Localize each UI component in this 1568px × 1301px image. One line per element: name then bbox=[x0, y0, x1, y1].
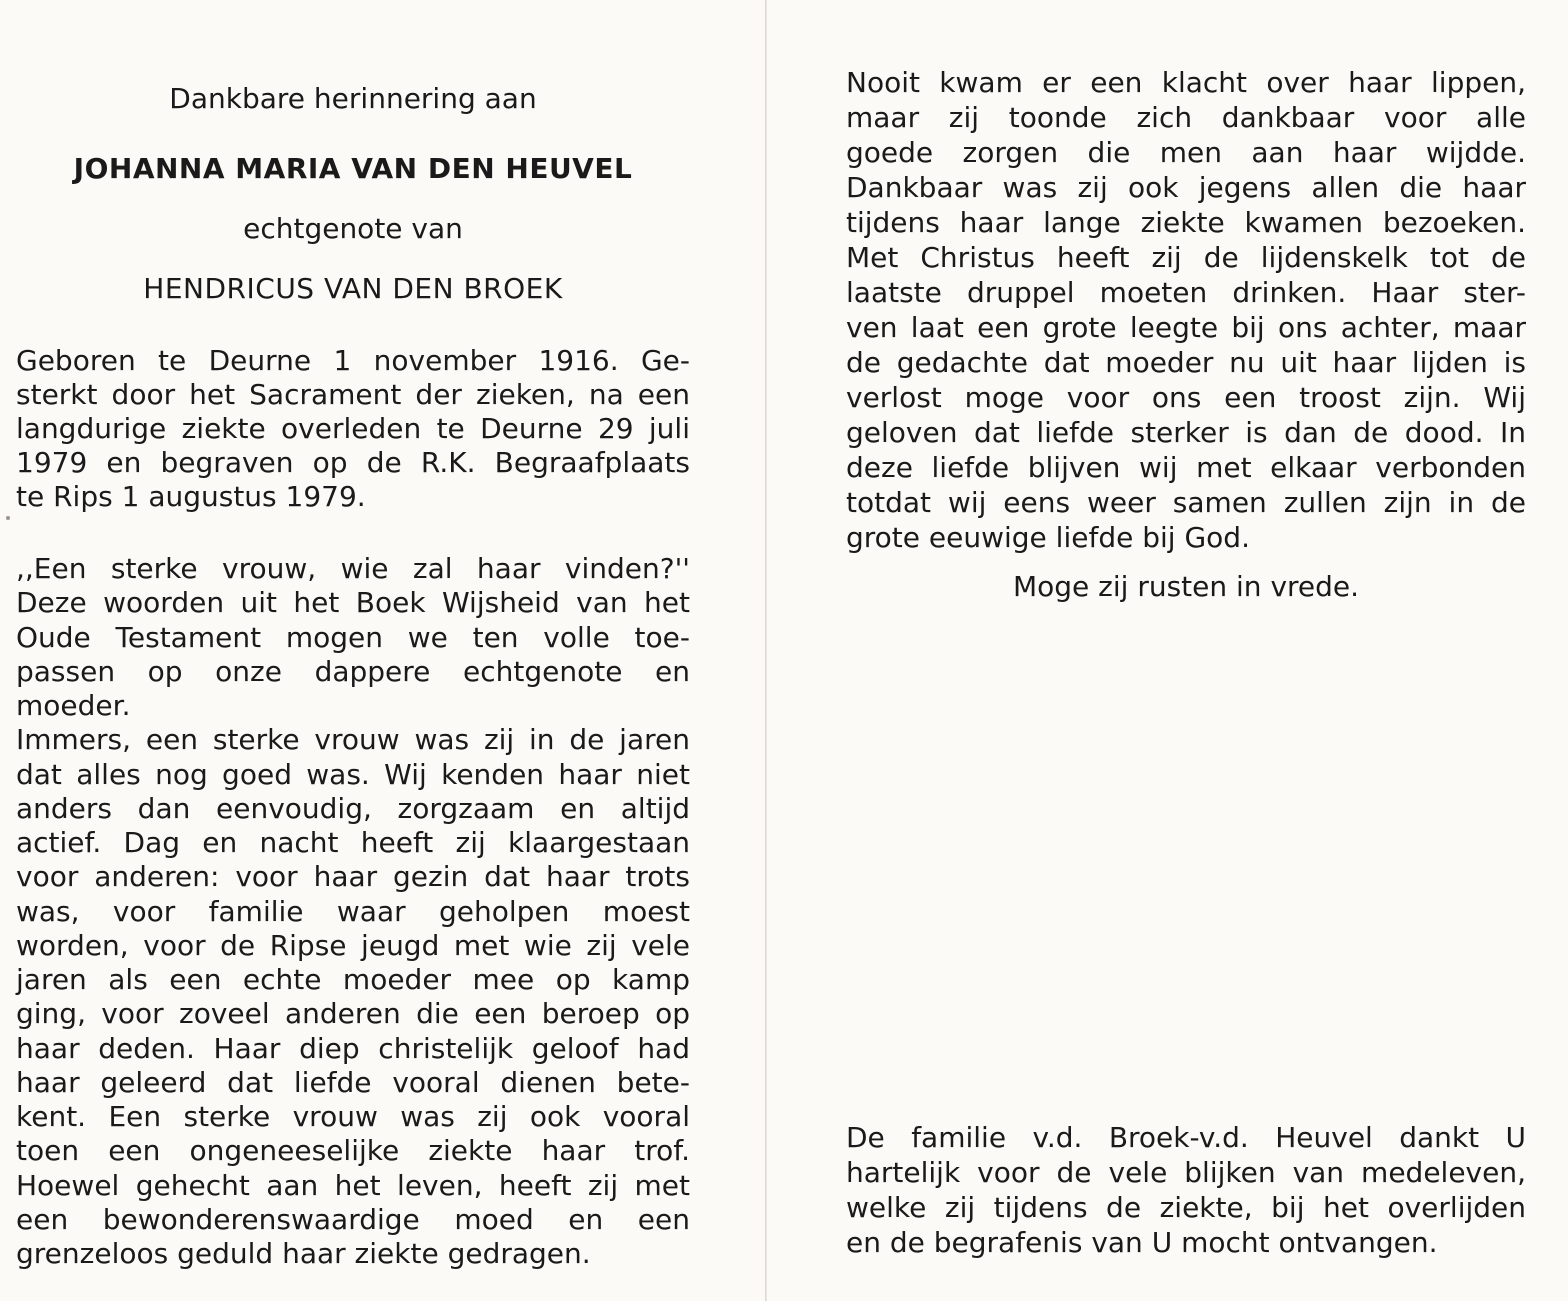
fold-crease bbox=[765, 0, 767, 1301]
biography-line: langdurige ziekte overleden te Deurne 29 juli bbox=[16, 412, 690, 445]
tribute-line: ging, voor zoveel anderen die een beroep op bbox=[16, 997, 690, 1030]
reflection-line: goede zorgen die men aan haar wijdde. bbox=[846, 136, 1526, 169]
biography-line: te Rips 1 augustus 1979. bbox=[16, 480, 366, 513]
reflection-line: maar zij toonde zich dankbaar voor alle bbox=[846, 101, 1526, 134]
reflection-line: grote eeuwige liefde bij God. bbox=[846, 521, 1250, 554]
biography-line: sterkt door het Sacrament der zieken, na een bbox=[16, 378, 690, 411]
tribute-line: Hoewel gehecht aan het leven, heeft zij met bbox=[16, 1169, 690, 1202]
tribute-line: dat alles nog goed was. Wij kenden haar niet bbox=[16, 758, 690, 791]
tribute-line: ,,Een sterke vrouw, wie zal haar vinden?'' bbox=[16, 552, 690, 585]
tribute-line: Deze woorden uit het Boek Wijsheid van het bbox=[16, 586, 690, 619]
spouse-name: HENDRICUS VAN DEN BROEK bbox=[143, 272, 563, 305]
thanks-line: en de begrafenis van U mocht ontvangen. bbox=[846, 1226, 1438, 1259]
tribute-line: was, voor familie waar geholpen moest bbox=[16, 895, 690, 928]
reflection-line: laatste druppel moeten drinken. Haar ster- bbox=[846, 276, 1526, 309]
tribute-line: anders dan eenvoudig, zorgzaam en altijd bbox=[16, 792, 690, 825]
tribute-line: kent. Een sterke vrouw was zij ook vooral bbox=[16, 1100, 690, 1133]
reflection-line: Dankbaar was zij ook jegens allen die haar bbox=[846, 171, 1526, 204]
reflection-line: totdat wij eens weer samen zullen zijn in de bbox=[846, 486, 1526, 519]
reflection-line: Met Christus heeft zij de lijdenskelk tot de bbox=[846, 241, 1526, 274]
deceased-name: JOHANNA MARIA VAN DEN HEUVEL bbox=[73, 152, 633, 185]
tribute-line: passen op onze dappere echtgenote en bbox=[16, 655, 690, 688]
thanks-line: De familie v.d. Broek-v.d. Heuvel dankt U bbox=[846, 1121, 1526, 1154]
card-heading: Dankbare herinnering aan bbox=[169, 82, 537, 115]
reflection-line: deze liefde blijven wij met elkaar verbonden bbox=[846, 451, 1526, 484]
tribute-line: actief. Dag en nacht heeft zij klaargestaan bbox=[16, 826, 690, 859]
tribute-line: toen een ongeneeselijke ziekte haar trof. bbox=[16, 1134, 690, 1167]
tribute-line: een bewonderenswaardige moed en een bbox=[16, 1203, 690, 1236]
tribute-line: worden, voor de Ripse jeugd met wie zij vele bbox=[16, 929, 690, 962]
reflection-line: ven laat een grote leegte bij ons achter, maar bbox=[846, 311, 1526, 344]
thanks-line: hartelijk voor de vele blijken van medeleven, bbox=[846, 1156, 1526, 1189]
biography-line: 1979 en begraven op de R.K. Begraafplaats bbox=[16, 446, 690, 479]
tribute-line: voor anderen: voor haar gezin dat haar trots bbox=[16, 860, 690, 893]
relation-label: echtgenote van bbox=[243, 212, 463, 245]
reflection-line: de gedachte dat moeder nu uit haar lijden is bbox=[846, 346, 1526, 379]
tribute-line: haar deden. Haar diep christelijk geloof had bbox=[16, 1032, 690, 1065]
thanks-line: welke zij tijdens de ziekte, bij het overlijden bbox=[846, 1191, 1526, 1224]
tribute-line: grenzeloos geduld haar ziekte gedragen. bbox=[16, 1237, 591, 1270]
closing-prayer: Moge zij rusten in vrede. bbox=[1012, 570, 1360, 603]
tribute-line: haar geleerd dat liefde vooral dienen bete- bbox=[16, 1066, 690, 1099]
tribute-line: Immers, een sterke vrouw was zij in de jaren bbox=[16, 723, 690, 756]
reflection-line: Nooit kwam er een klacht over haar lippen, bbox=[846, 66, 1526, 99]
biography-line: Geboren te Deurne 1 november 1916. Ge- bbox=[16, 344, 690, 377]
reflection-line: geloven dat liefde sterker is dan de dood. In bbox=[846, 416, 1526, 449]
tribute-line: Oude Testament mogen we ten volle toe- bbox=[16, 621, 690, 654]
reflection-line: verlost moge voor ons een troost zijn. Wij bbox=[846, 381, 1526, 414]
reflection-line: tijdens haar lange ziekte kwamen bezoeken. bbox=[846, 206, 1526, 239]
tribute-line: moeder. bbox=[16, 689, 131, 722]
paper-speck bbox=[6, 516, 10, 520]
tribute-line: jaren als een echte moeder mee op kamp bbox=[16, 963, 690, 996]
